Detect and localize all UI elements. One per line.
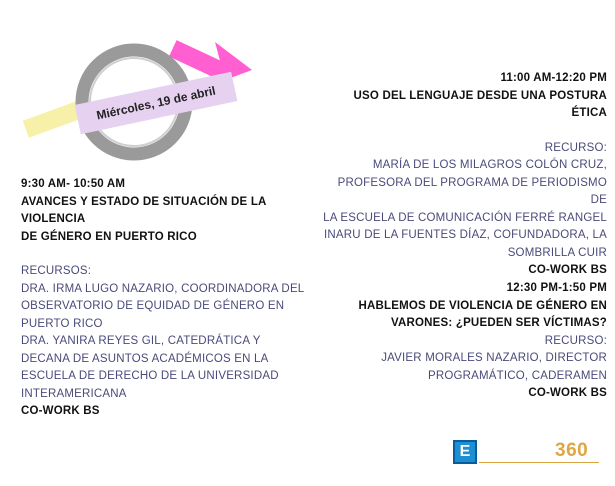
resource-line: JAVIER MORALES NAZARIO, DIRECTOR — [381, 352, 607, 364]
venue: CO-WORK BS — [21, 405, 100, 417]
resource-line: SOMBRILLA CUIR — [507, 246, 607, 259]
resource-line: PUERTO RICO — [21, 317, 103, 330]
resources-label: RECURSO: — [544, 141, 607, 154]
resource-line: PROFESORA DEL PROGRAMA DE PERIODISMO DE — [337, 176, 607, 206]
resources-label: RECURSOS: — [21, 265, 92, 277]
date-banner: Miércoles, 19 de abril — [75, 72, 238, 135]
session-time: 11:00 AM-12:20 PM — [500, 72, 607, 84]
header-graphic — [20, 40, 260, 170]
resource-line: PROGRAMÁTICO, CADERAMEN — [427, 369, 607, 382]
session-title-line: VARONES: ¿PUEDEN SER VÍCTIMAS? — [391, 317, 607, 329]
session-left — [21, 176, 311, 421]
resource-line: OBSERVATORIO DE EQUIDAD DE GÉNERO EN — [21, 300, 285, 312]
resource-line: MARÍA DE LOS MILAGROS COLÓN CRUZ, — [372, 159, 607, 171]
session-title-line: AVANCES Y ESTADO DE SITUACIÓN DE LA — [21, 195, 267, 208]
session-title-line: HABLEMOS DE VIOLENCIA DE GÉNERO EN — [358, 299, 607, 312]
resource-line: DRA. IRMA LUGO NAZARIO, COORDINADORA DEL — [21, 282, 305, 295]
logo-divider — [479, 462, 599, 463]
e-logo-icon: E — [453, 440, 477, 464]
footer-logo — [453, 438, 613, 468]
logo-360-text: 360 — [555, 440, 589, 461]
resource-line: DECANA DE ASUNTOS ACADÉMICOS EN LA — [21, 352, 269, 365]
session-title-line: VIOLENCIA — [21, 213, 86, 225]
session-time: 12:30 PM-1:50 PM — [506, 282, 607, 294]
session-title-line: DE GÉNERO EN PUERTO RICO — [21, 230, 197, 243]
resource-line: INTERAMERICANA — [21, 387, 127, 400]
session-right-bottom — [322, 280, 607, 403]
resource-line: INARU DE LA FUENTES DÍAZ, COFUNDADORA, LA — [324, 229, 607, 241]
session-right-top — [322, 70, 607, 280]
venue: CO-WORK BS — [528, 387, 607, 399]
resource-line: LA ESCUELA DE COMUNICACIÓN FERRÉ RANGEL — [323, 211, 607, 224]
session-time: 9:30 AM- 10:50 AM — [21, 178, 126, 190]
venue: CO-WORK BS — [528, 264, 607, 276]
session-title-line: USO DEL LENGUAJE DESDE UNA POSTURA — [353, 89, 607, 102]
resources-label: RECURSO: — [544, 334, 607, 347]
resource-line: ESCUELA DE DERECHO DE LA UNIVERSIDAD — [21, 370, 279, 382]
resource-line: DRA. YANIRA REYES GIL, CATEDRÁTICA Y — [21, 335, 261, 347]
session-title-line: ÉTICA — [571, 107, 607, 119]
